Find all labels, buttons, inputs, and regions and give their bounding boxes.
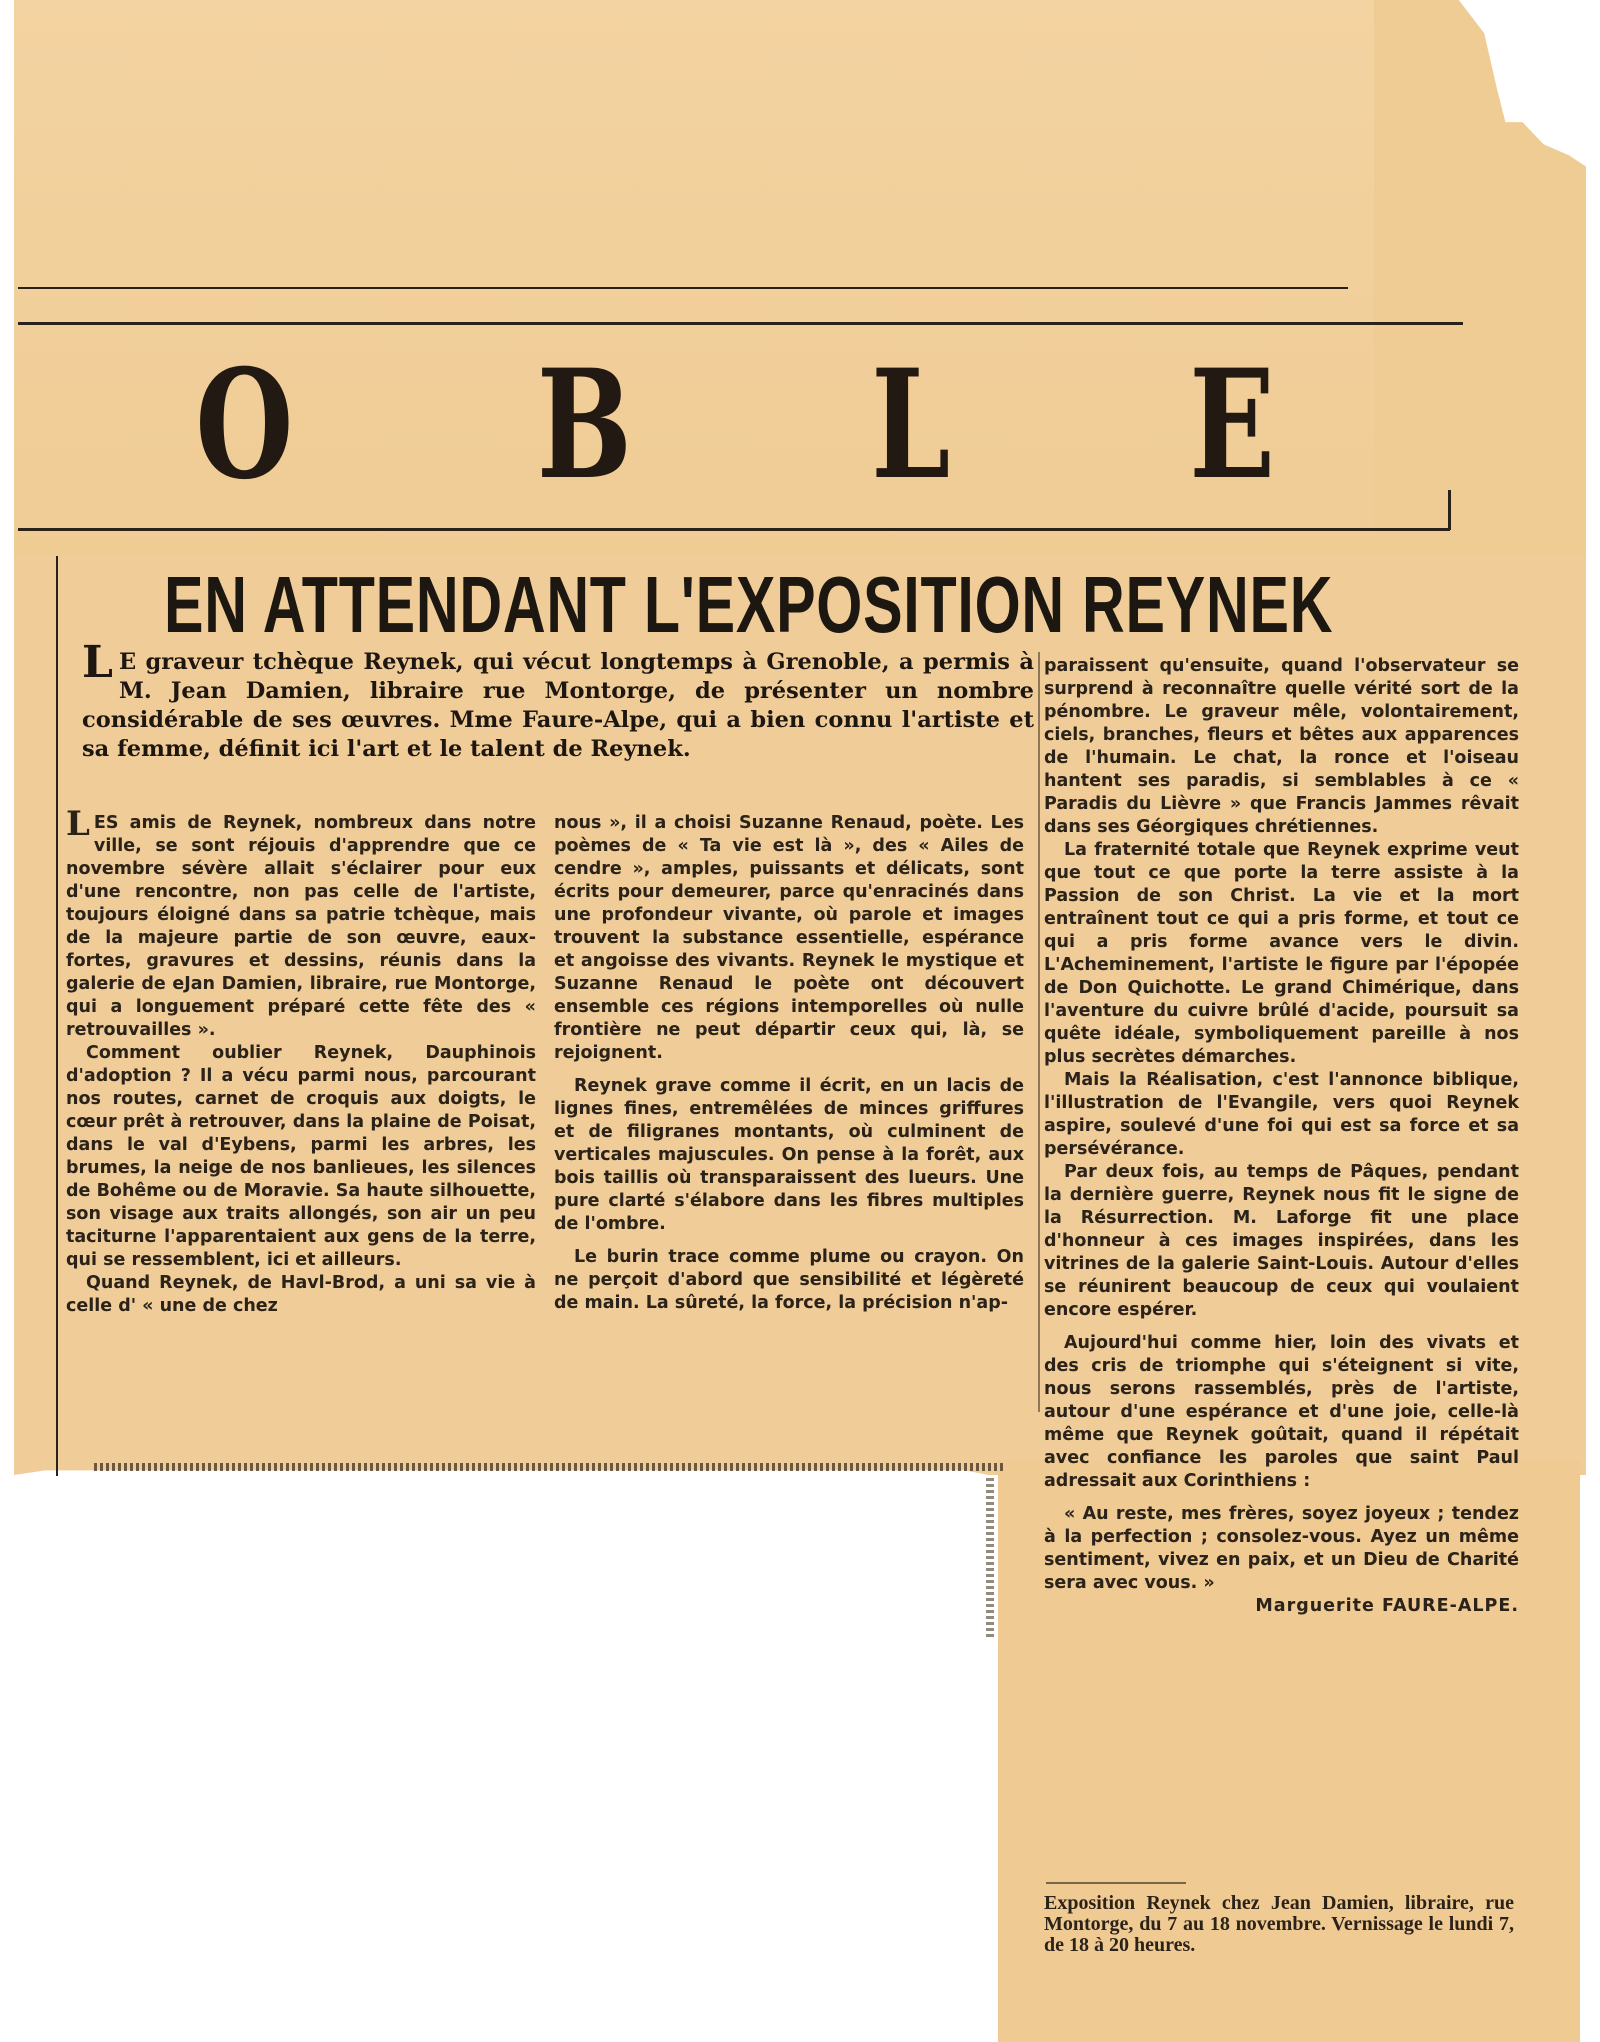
article-column-2 — [554, 812, 1024, 1315]
masthead-letter: L — [871, 337, 951, 513]
masthead-letter: E — [1188, 337, 1275, 513]
rule-top-1 — [18, 287, 1348, 289]
lead-text: E graveur tchèque Reynek, qui vécut longtemps à Grenoble, a permis à M. Jean Damien, libraire rue Montorge, de présenter un nombre considérable de ses œuvres. Mme Faure-Alpe, qui a bien connu l'artiste et sa femme, définit ici l'art et le talent de Reynek. — [82, 649, 1034, 762]
rule-top-2 — [18, 322, 1463, 325]
column-separator-3 — [1038, 652, 1040, 1412]
cut-line-vertical — [986, 1478, 994, 1638]
column-3-paragraph: La fraternité totale que Reynek exprime veut que tout ce que porte la terre assiste à la Passion de son Christ. La vie et la mort entraînent tout ce qui a pris forme, et tout ce qui a pris forme avance vers le divin. L'Acheminement, l'artiste le figure par l'épopée de Don Quichotte. Le grand Chimérique, dans l'aventure du cuivre brûlé d'acide, poursuit sa quête idéale, symboliquement pareille à nos plus secrètes démarches. — [1044, 840, 1519, 1067]
masthead-letter: O — [195, 337, 294, 513]
column-2-paragraph: Reynek grave comme il écrit, en un lacis de lignes fines, entremêlées de minces griffures et de filigranes montants, où culminent de verticales majuscules. On pense à la forêt, aux bois taillis où transparaissent des lueurs. Une pure clarté s'élabore dans les fibres multiples de l'ombre. — [554, 1076, 1024, 1234]
column-1-paragraph: Quand Reynek, de Havl-Brod, a uni sa vie à celle d' « une de chez — [66, 1273, 536, 1316]
column-3-paragraph: Mais la Réalisation, c'est l'annonce biblique, l'illustration de l'Evangile, vers quoi Reynek aspire, soulevé d'une foi qui est sa force et sa persévérance. — [1044, 1070, 1519, 1159]
rule-masthead-corner — [1448, 490, 1451, 530]
column-2-paragraph: Le burin trace comme plume ou crayon. On ne perçoit d'abord que sensibilité et légèreté de main. La sûreté, la force, la précision n'ap- — [554, 1247, 1024, 1313]
article-headline: EN ATTENDANT L'EXPOSITION REYNEK — [164, 560, 1334, 649]
article-lead — [82, 637, 1034, 764]
column-3-paragraph: Aujourd'hui comme hier, loin des vivats et des cris de triomphe qui s'éteignent si vite, nous serons rassemblés, près de l'artiste, autour d'une espérance et d'une joie, celle-là même que Reynek goûtait, quand il répétait avec confiance les paroles que saint Paul adressait aux Corinthiens : — [1044, 1333, 1519, 1491]
masthead-letter: B — [536, 337, 632, 513]
clipping-torn-edge — [1374, 0, 1586, 555]
article-column-1 — [66, 804, 536, 1318]
column-3-paragraph: « Au reste, mes frères, soyez joyeux ; tendez à la perfection ; consolez-vous. Ayez un même sentiment, vivez en paix, et un Dieu de Charité sera avec vous. » — [1044, 1504, 1519, 1593]
article-column-3 — [1044, 655, 1519, 1618]
column-1-paragraph: Comment oublier Reynek, Dauphinois d'adoption ? Il a vécu parmi nous, parcourant nos routes, carnet de croquis aux doigts, le cœur prêt à retrouver, dans la plaine de Poisat, dans le val d'Eybens, parmi les arbres, les brumes, la neige de nos banlieues, les silences de Bohême ou de Moravie. Sa haute silhouette, son visage aux traits allongés, son air un peu taciturne l'apparentaient aux gens de la terre, qui se ressemblent, ici et ailleurs. — [66, 1043, 536, 1270]
lead-drop-cap: L — [82, 637, 113, 688]
newspaper-clipping — [14, 0, 1586, 2042]
author-signature: Marguerite FAURE-ALPE. — [1255, 1596, 1519, 1616]
masthead — [179, 337, 1289, 513]
note-rule — [1046, 1882, 1186, 1884]
paragraph-text: ES amis de Reynek, nombreux dans notre ville, se sont réjouis d'apprendre que ce novembre sévère allait s'éclairer pour eux d'une rencontre, non pas celle de l'artiste, toujours éloigné dans sa patrie tchèque, mais de la majeure partie de son œuvre, eaux-fortes, gravures et dessins, réunis dans la galerie de eJan Damien, libraire, rue Montorge, qui a longuement préparé cette fête des « retrouvailles ». — [66, 813, 536, 1040]
column-2-paragraph: nous », il a choisi Suzanne Renaud, poète. Les poèmes de « Ta vie est là », des « Ailes de cendre », amples, puissants et délicats, sont écrits pour demeurer, parce qu'enracinés dans une profondeur vivante, où parole et images trouvent la substance essentielle, espérance et angoisse des vivants. Reynek le mystique et Suzanne Renaud le poète ont découvert ensemble ces régions intemporelles où nulle frontière ne peut départir ceux qui, là, se rejoignent. — [554, 813, 1024, 1063]
rule-masthead-bottom — [18, 528, 1450, 531]
rule-left-column — [56, 556, 58, 1476]
column-1-drop-cap: L — [66, 804, 90, 844]
cut-line-horizontal — [94, 1463, 1004, 1471]
exhibition-note: Exposition Reynek chez Jean Damien, libraire, rue Montorge, du 7 au 18 novembre. Vernissage le lundi 7, de 18 à 20 heures. — [1044, 1892, 1514, 1956]
column-3-paragraph: Par deux fois, au temps de Pâques, pendant la dernière guerre, Reynek nous fit le signe de la Résurrection. M. Laforge fit une place d'honneur à ces images inspirées, dans les vitrines de la galerie Saint-Louis. Autour d'elles se réunirent beaucoup de ceux qui voulaient encore espérer. — [1044, 1162, 1519, 1320]
column-3-paragraph: paraissent qu'ensuite, quand l'observateur se surprend à reconnaître quelle vérité sort de la pénombre. Le graveur mêle, volontairement, ciels, branches, fleurs et bêtes aux apparences de l'humain. Le chat, la ronce et l'oiseau hantent ses paradis, si semblables à ce « Paradis du Lièvre » que Francis Jammes rêvait dans ses Géorgiques chrétiennes. — [1044, 656, 1519, 837]
column-1-paragraph — [66, 804, 536, 1042]
